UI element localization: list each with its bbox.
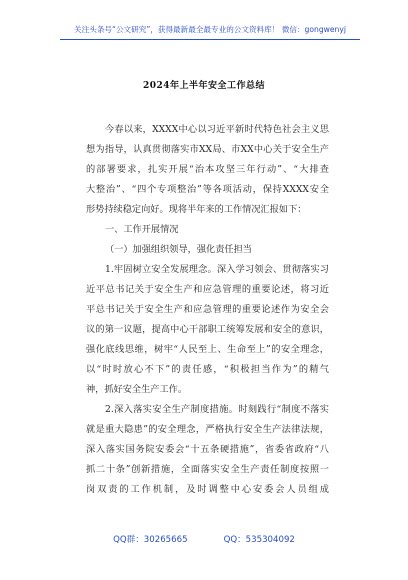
item2-line: 抓二十条”创新措施，全面落实安全生产责任制度按照一 [86, 464, 329, 475]
intro-line: 今春以来，XXXX中心以习近平新时代特色社会主义思 [105, 124, 329, 135]
intro-line: 形势持续稳定向好。现将半年来的工作情况汇报如下： [86, 204, 307, 215]
item1-line: 议的第一议题，提高中心干部职工统筹发展和安全的意识， [86, 324, 329, 335]
item1-line: 近平总书记关于安全生产和应急管理的重要论述，将习近 [86, 284, 329, 295]
document-title: 2024年上半年安全工作总结 [142, 81, 266, 91]
item1-line: 1.牢固树立安全发展理念。深入学习领会、贯彻落实习 [105, 264, 329, 275]
item2-line: 2.深入落实安全生产制度措施。时刻践行“制度不落实 [105, 404, 329, 415]
footer-contact [0, 533, 408, 545]
item2-line: 岗双责的工作机制，及时调整中心安委会人员组成 [86, 484, 329, 495]
subsection-heading: （一）加强组织领导，强化责任担当 [105, 244, 252, 255]
item1-line: 强化底线思维，树牢“人民至上、生命至上”的安全理念， [86, 344, 329, 355]
intro-line: 想为指导，认真贯彻落实市XX局、市XX中心关于安全生产 [86, 144, 329, 155]
intro-line: 大整治”、“四个专项整治”等各项活动，保持XXXX安全 [86, 184, 329, 195]
header-divider [60, 39, 360, 40]
footer-qq: QQ：535304092 [223, 535, 295, 545]
intro-line: 的部署要求，扎实开展“治本攻坚三年行动”、“大排查 [86, 164, 329, 175]
item1-line: 神，抓好安全生产工作。 [86, 384, 188, 395]
document-body [86, 120, 329, 500]
item1-line: 平总书记关于安全生产和应急管理的重要论述作为安全会 [86, 304, 329, 315]
item2-line: 就是重大隐患”的安全理念，严格执行安全生产法律法规， [86, 424, 329, 435]
section-heading: 一、工作开展情况 [105, 224, 179, 235]
header-banner: 关注头条号“公文研究”，获得最新最全最专业的公文资料库！ 微信：gongwenyj [74, 25, 346, 34]
item2-line: 深入落实国务院安委会“十五条硬措施”，省委省政府“八 [86, 444, 329, 455]
footer-qq-group: QQ群：30265665 [113, 535, 188, 545]
item1-line: 以“时时放心不下”的责任感，“积极担当作为”的精气 [86, 364, 329, 375]
